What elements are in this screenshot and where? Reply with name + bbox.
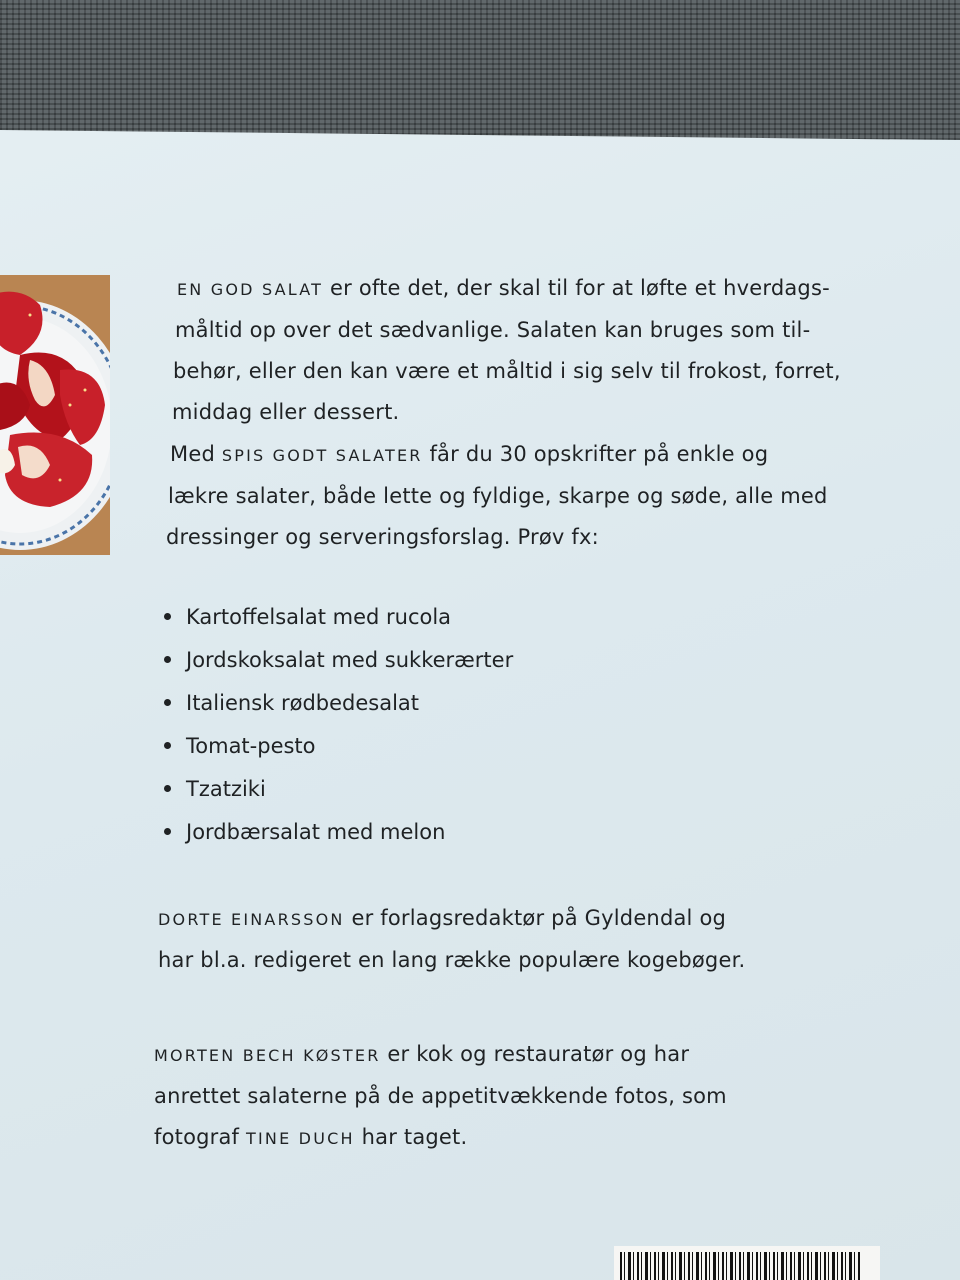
- intro-paragraph: [172, 268, 841, 433]
- intro-lead-caps: EN GOD SALAT: [177, 280, 324, 299]
- bullet-icon: [164, 699, 171, 706]
- bullet-icon: [164, 828, 171, 835]
- author1-line-2: har bl.a. redigeret en lang række populære kogebøger.: [158, 948, 746, 972]
- bullet-icon: [164, 742, 171, 749]
- author1-name: DORTE EINARSSON: [158, 910, 345, 929]
- book-title-caps: SPIS GODT SALATER: [221, 446, 423, 465]
- author2-line-1: MORTEN BECH KØSTER er kok og restauratør og har: [154, 1042, 690, 1066]
- list-item: Jordbærsalat med melon: [164, 811, 513, 854]
- med-line-2: lækre salater, både lette og fyldige, skarpe og søde, alle med: [168, 484, 828, 508]
- author-bio-chef: [154, 1034, 727, 1159]
- intro-line-4: middag eller dessert.: [172, 400, 400, 424]
- list-item: Kartoffelsalat med rucola: [164, 596, 513, 639]
- med-line-1: Med SPIS GODT SALATER får du 30 opskrifter på enkle og: [170, 442, 769, 466]
- list-item: Jordskoksalat med sukkerærter: [164, 639, 513, 682]
- author2-line-3: fotograf TINE DUCH har taget.: [154, 1125, 468, 1149]
- bullet-icon: [164, 785, 171, 792]
- list-item: Tzatziki: [164, 768, 513, 811]
- med-line-3: dressinger og serveringsforslag. Prøv fx:: [166, 525, 599, 549]
- author2-name: MORTEN BECH KØSTER: [154, 1046, 381, 1065]
- list-item: Tomat-pesto: [164, 725, 513, 768]
- author-bio-editor: [158, 898, 745, 981]
- bullet-icon: [164, 656, 171, 663]
- barcode-label: [614, 1246, 880, 1280]
- intro-line-1: EN GOD SALAT er ofte det, der skal til for at løfte et hverdags-: [177, 276, 830, 300]
- intro-line-2: måltid op over det sædvanlige. Salaten kan bruges som til-: [175, 318, 811, 342]
- recipe-list: [164, 596, 513, 854]
- bullet-icon: [164, 613, 171, 620]
- list-item: Italiensk rødbedesalat: [164, 682, 513, 725]
- intro-line-3: behør, eller den kan være et måltid i sig selv til frokost, forret,: [173, 359, 841, 383]
- book-description-paragraph: [166, 434, 828, 558]
- author2-line-2: anrettet salaterne på de appetitvækkende fotos, som: [154, 1084, 727, 1108]
- barcode-icon: [620, 1252, 860, 1280]
- photographer-name: TINE DUCH: [246, 1129, 355, 1148]
- author1-line-1: DORTE EINARSSON er forlagsredaktør på Gyldendal og: [158, 906, 727, 930]
